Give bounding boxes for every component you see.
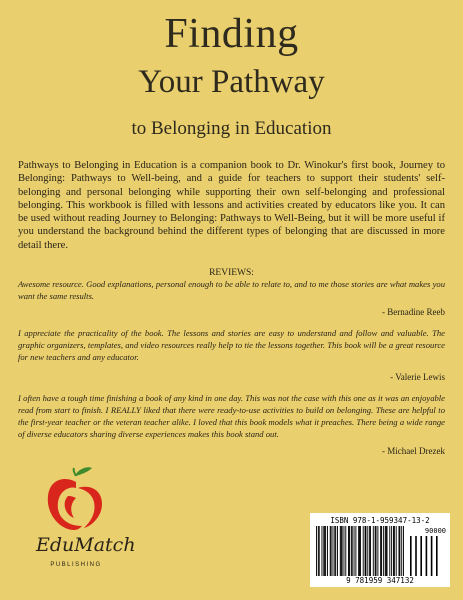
- review-text-1: Awesome resource. Good explanations, personal enough to be able to relate to, and to me those stories are what makes you want the same results.: [18, 279, 445, 301]
- publisher-logo: [36, 466, 136, 578]
- review-text-3: I often have a tough time finishing a book of any kind in one day. This was not the case with this one as it was an enjoyable read from start to finish. I REALLY liked that there were ready-to-use activities to build on belonging. These are helpful to the first-year teacher or the veteran teacher alike. I loved that this book models what it preaches. There being a wide range of diverse educators sharing diverse experiences makes this book stand out.: [18, 393, 445, 439]
- isbn-label: ISBN 978-1-959347-13-2: [330, 516, 430, 525]
- publisher-logo-sub: PUBLISHING: [50, 562, 102, 568]
- barcode-number: 9 781959 347132: [346, 576, 414, 585]
- review-author-2: - Valerie Lewis: [390, 372, 445, 382]
- apple-icon: [36, 466, 116, 536]
- title-line-1: Finding: [164, 11, 299, 57]
- price-code: 90000: [424, 527, 446, 535]
- review-author-1: - Bernadine Reeb: [382, 307, 445, 317]
- book-description: Pathways to Belonging in Education is a companion book to Dr. Winokur's first book, Journey to Belonging: Pathways to Well-being, and a guide for teachers to support their students' self-belonging and personal belonging while supporting their own self-belonging and professional belonging. This workbook is filled with lessons and activities created by educators like you. It can be used without reading Journey to Belonging: Pathways to Well-Being, but it will be more useful if you understand the background behind the different types of belonging that are discussed in more detail there.: [18, 160, 445, 251]
- title-line-3: to Belonging in Education: [131, 118, 332, 139]
- review-text-2: I appreciate the practicality of the book. The lessons and stories are easy to understand and follow and valuable. The graphic organizers, templates, and video resources really help to tie the lessons together. This book will be a great resource for new teachers and any educator.: [18, 328, 445, 362]
- reviews-heading: REVIEWS:: [209, 268, 254, 278]
- review-author-3: - Michael Drezek: [382, 446, 445, 456]
- isbn-barcode: [310, 513, 450, 587]
- title-line-2: Your Pathway: [138, 64, 325, 100]
- publisher-logo-name: EduMatch: [36, 534, 136, 556]
